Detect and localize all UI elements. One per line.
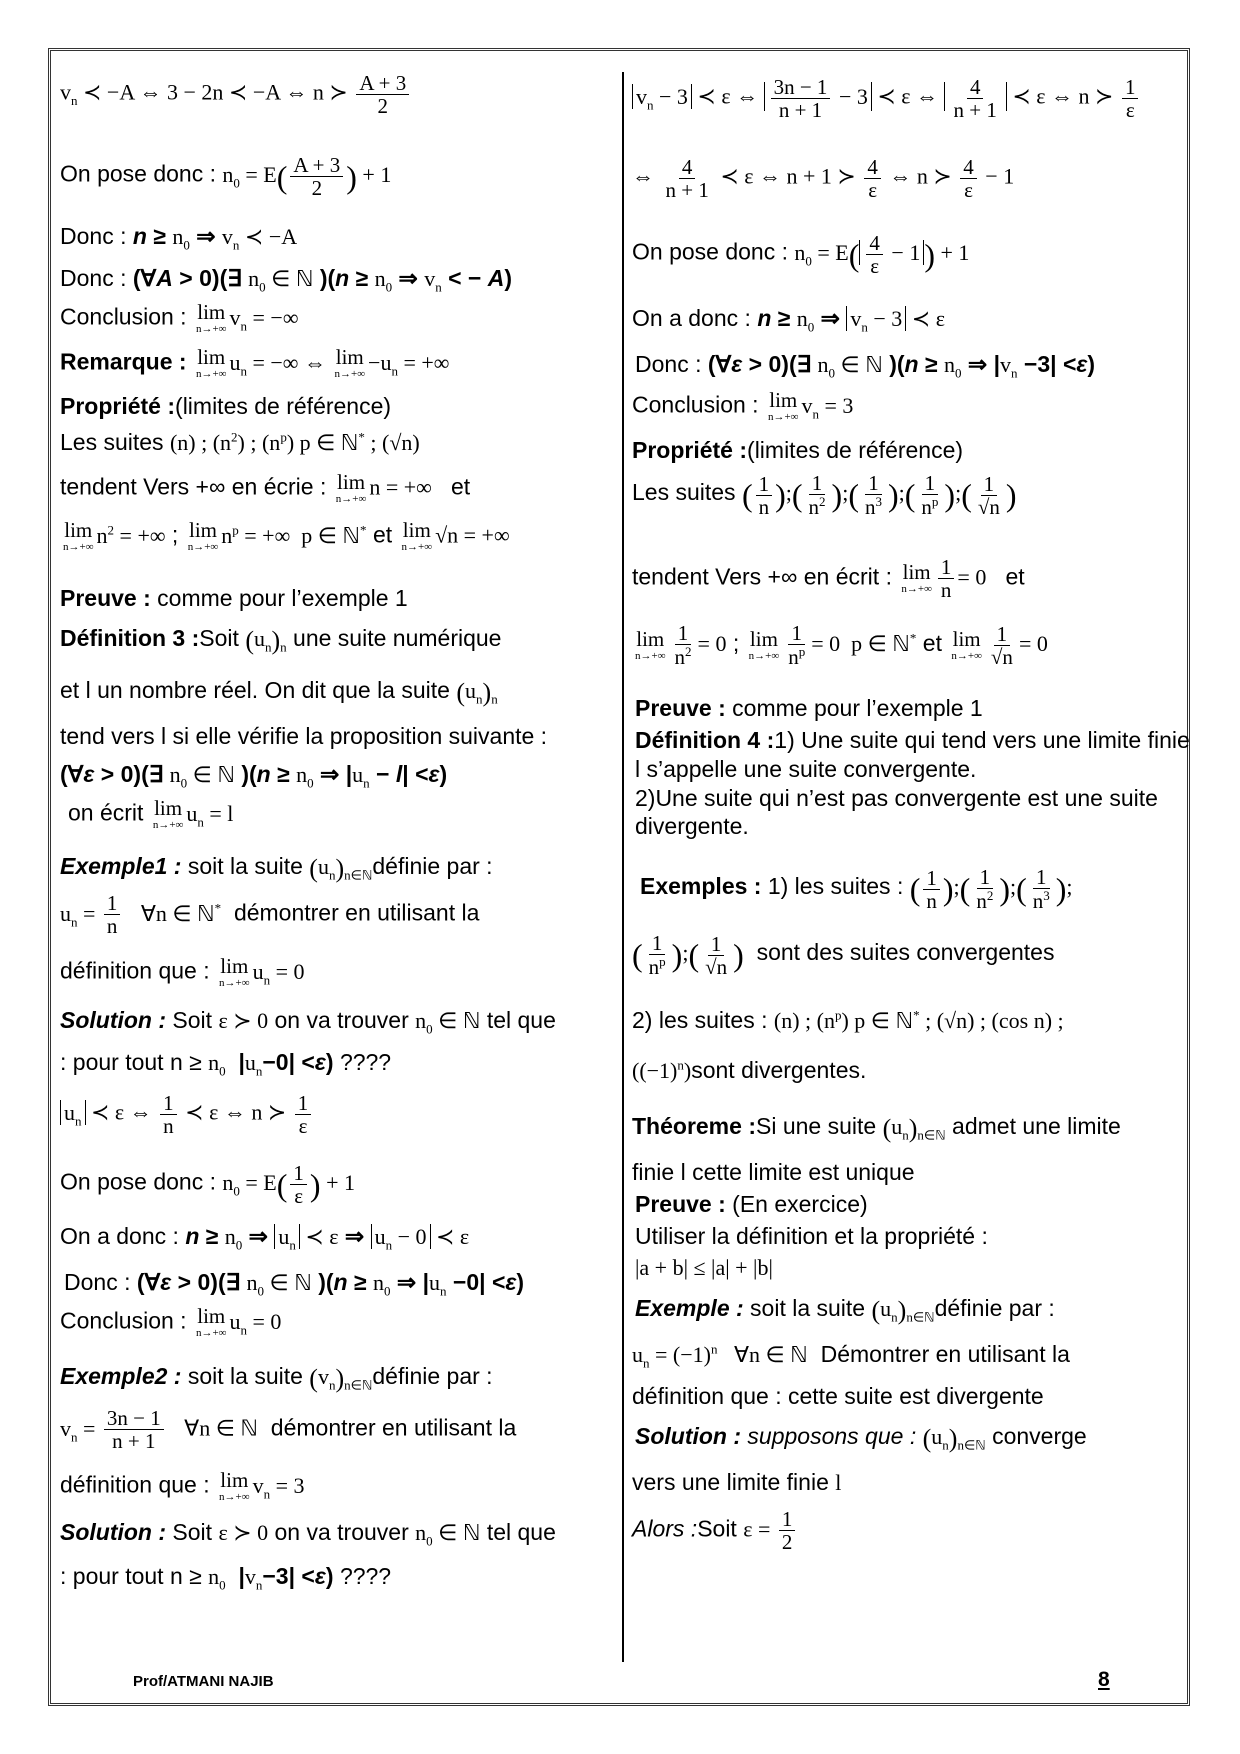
definition-3: Définition 3 :Soit $(u_n)_n$ une suite numérique [60,625,502,655]
preuve-3: Preuve : (En exercice) [635,1191,868,1217]
tendent-line-2: tendent Vers +∞ en écrit : lim n→+∞ $\frac{1}{n}$ = 0 et [632,555,1025,603]
donc-line-1: Donc : $n \ge n_0$ ⇒ $v_n$ ≺ −A [60,223,298,253]
on-ecrit: on écrit lim n→+∞ $u_n = l$ [68,796,234,831]
inequality-line: $v_n$ ≺ −A ⇔ 3 − 2n ≺ −A ⇔ n ≻ $\frac{A + 3}{2}$ [60,72,412,117]
solution-1-chain: $u_n$ ≺ ε ⇔ $\frac{1}{n}$ ≺ ε ⇔ n ≻ $\frac{1}{\varepsilon}$ [60,1092,314,1137]
n0-definition-2: On pose donc : $n_0 = E$( $\frac{4}{\varepsilon}$ − 1 ) + 1 [632,231,970,279]
solution-1-on-a-donc: On a donc : $n \ge n_0$ ⇒ $u_n$ ≺ ε ⇒ $u_n - 0$ ≺ ε [60,1223,470,1253]
propriete-2-title: Propriété :(limites de référence) [632,437,964,463]
reference-sequences: Les suites (n) ; $(n^2)$ ; $(n^p)$ p ∈ ℕ* ; (√n) [60,429,420,455]
reference-limits: lim n→+∞ $n^2$ = +∞ ; lim n→+∞ $n^p$ = +∞ p ∈ ℕ* et lim n→+∞ √n = +∞ [63,518,510,553]
conclusion-2: Conclusion : lim n→+∞ $u_n = 0$ [60,1304,282,1339]
solution-1-n0: On pose donc : $n_0 = E$( $\frac{1}{\varepsilon}$ ) + 1 [60,1161,355,1209]
conclusion-3: Conclusion : lim n→+∞ $v_n = 3$ [632,388,854,423]
utiliser-line: Utiliser la définition et la propriété : [635,1223,988,1249]
exemple-2-goal: définition que : lim n→+∞ $v_n = 3$ [60,1468,305,1503]
on-a-donc-2: On a donc : $n \ge n_0$ ⇒ $v_n - 3$ ≺ ε [632,305,945,335]
exemples-line-1: Exemples : 1) les suites : ( $\frac{1}{n}$ );( $\frac{1}{n^2}$ );( $\frac{1}{n^3}$ ); [640,865,1073,914]
propriete-title: Propriété :(limites de référence) [60,393,392,419]
exemple-2-def: $v_n$ = $\frac{3n - 1}{n + 1}$ ∀n ∈ ℕ démontrer en utilisant la [60,1406,517,1454]
preuve-1: Preuve : comme pour l’exemple 1 [60,585,408,611]
exemples-line-3: 2) les suites : (n) ; $(n^p)$ p ∈ ℕ* ; (√n) ; (cos n) ; [632,1007,1064,1033]
theoreme: Théoreme :Si une suite $(u_n)_{n\in ℕ}$ admet une limite [632,1113,1121,1143]
exemples-line-2: ( $\frac{1}{n^p}$ );( $\frac{1}{√n}$ ) sont des suites convergentes [632,931,1055,980]
solution-1-line2: : pour tout $n \ge n_0$ $|u_n-0| <\varepsilon$) ???? [60,1049,392,1079]
remarque: Remarque : lim n→+∞ $u_n$ = −∞ ⇔ lim n→+∞ $-u_n$ = +∞ [60,345,450,380]
author-footer: Prof/ATMANI NAJIB [133,1673,274,1690]
exemple-1-def: $u_n$ = $\frac{1}{n}$ ∀n ∈ ℕ* démontrer en utilisant la [60,891,480,939]
definition-3-formula: (∀ε > 0)(∃ $n_0$ ∈ ℕ )($n \ge n_0$ ⇒ $|u_n - l| <\varepsilon$) [60,761,448,791]
solution-3-line2: vers une limite finie l [632,1469,842,1495]
preuve-2: Preuve : comme pour l’exemple 1 [635,695,983,721]
exemple-2: Exemple2 : soit la suite $(v_n)_{n\in ℕ}définie$ par : [60,1363,493,1393]
conclusion-1: Conclusion : lim n→+∞ $v_n$ = −∞ [60,300,299,335]
theoreme-line2: finie l cette limite est unique [632,1159,915,1185]
triangle-inequality: |a + b| ≤ |a| + |b| [635,1255,773,1280]
donc-2: Donc : (∀ε > 0)(∃ $n_0$ ∈ ℕ )($n \ge n_0$ ⇒ $|v_n -3| <\varepsilon$) [635,351,1096,381]
page-number: 8 [1098,1668,1110,1691]
n0-definition: On pose donc : $n_0 = E$( $\frac{A + 3}{2}$ ) + 1 [60,153,392,201]
chain-line-1: $v_n - 3$ ≺ ε ⇔ $\frac{3n - 1}{n + 1}$ − 3 ≺ ε ⇔ $\frac{4}{n + 1}$ ≺ ε ⇔ n ≻ $\frac{1}{\varepsilon}$ [632,76,1141,121]
definition-4: Définition 4 :1) Une suite qui tend vers une limite finie l s’appelle une suite convergente. 2)Une suite qui n’est pas convergente est une suite divergente. [635,727,1190,840]
tendent-line: tendent Vers +∞ en écrie : lim n→+∞ n = +∞ et [60,470,471,505]
exemple-3-def: $u_n = (-1)^n$ ∀n ∈ ℕ Démontrer en utilisant la [632,1341,1070,1371]
donc-line-2: Donc : (∀A > 0)(∃ $n_0$ ∈ ℕ )($n \ge n_0$ ⇒ $v_n$ < − A) [60,265,513,295]
reference-limits-2: lim n→+∞ $\frac{1}{n^2}$ = 0 ; lim n→+∞ $\frac{1}{n^p}$ = 0 p ∈ ℕ* et lim n→+∞ $\frac{1}{√n}$ = 0 [635,621,1048,670]
solution-1-donc: Donc : (∀ε > 0)(∃ $n_0$ ∈ ℕ )($n \ge n_0$ ⇒ $|u_n -0| <\varepsilon$) [64,1269,525,1299]
column-divider [622,72,624,1662]
definition-3-line3: tend vers l si elle vérifie la proposition suivante : [60,723,548,749]
exemple-1: Exemple1 : soit la suite $(u_n)_{n\in ℕ}définie$ par : [60,853,493,883]
chain-line-2: ⇔ $\frac{4}{n + 1}$ ≺ ε ⇔ n + 1 ≻ $\frac{4}{\varepsilon}$ ⇔ n ≻ $\frac{4}{\varepsilon}$ − 1 [632,155,1015,203]
solution-3-alors: Alors :Soit ε = $\frac{1}{2}$ [632,1508,798,1553]
exemple-1-goal: définition que : lim n→+∞ $u_n = 0$ [60,954,305,989]
exemples-line-4: $((-1)^n)sont$ divergentes. [632,1057,867,1083]
reference-sequences-2: Les suites ( $\frac{1}{n}$ );( $\frac{1}{n^2}$ );( $\frac{1}{n^3}$ );( $\frac{1}{n^p}$ );( $\frac{1}{√n}$ ) [632,471,1017,520]
solution-1: Solution : Soit ε ≻ 0 on va trouver $n_0$ ∈ ℕ tel que [60,1007,556,1037]
solution-2-line2: : pour tout $n \ge n_0$ $|v_n-3| <\varepsilon$) ???? [60,1563,392,1593]
exemple-3: Exemple : soit la suite $(u_n)_{n\in ℕ}définie$ par : [635,1295,1055,1325]
solution-2: Solution : Soit ε ≻ 0 on va trouver $n_0$ ∈ ℕ tel que [60,1519,556,1549]
exemple-3-goal: définition que : cette suite est divergente [632,1383,1044,1409]
solution-3: Solution : supposons que : $(u_n)_{n\in ℕ}$ converge [635,1423,1087,1453]
definition-3-line2: et l un nombre réel. On dit que la suite $(u_n)_n$ [60,677,498,707]
